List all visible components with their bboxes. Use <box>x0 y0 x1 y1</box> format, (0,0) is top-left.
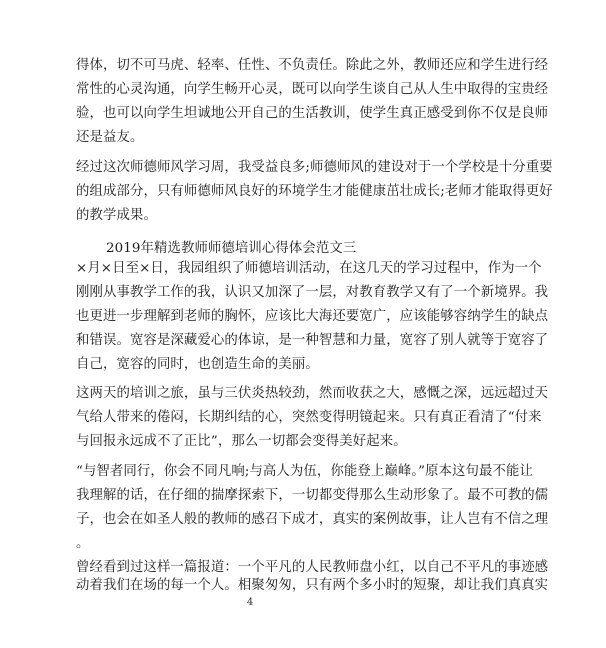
paragraph-6-line-2: 动着我们在场的每一个人。相聚匆匆，只有两个多小时的短聚，却让我们真真实 <box>76 578 549 593</box>
paragraph-3-line-4: 和错误。宽容是深藏爱心的体谅，是一种智慧和力量，宽容了别人就等于宽容了 <box>76 333 549 348</box>
paragraph-3-line-2: 刚刚从事教学工作的我，认识又加深了一层，对教育教学又有了一个新境界。我 <box>76 285 549 300</box>
paragraph-4-line-3: 与回报永远成不了正比”，那么一切都会变得美好起来。 <box>76 434 407 449</box>
paragraph-3-line-3: 也更进一步理解到老师的胸怀，应该比大海还要宽广，应该能够容纳学生的缺点 <box>76 309 549 324</box>
paragraph-5-line-3: 子，也会在如圣人般的教师的感召下成才，真实的案例故事，让人岂有不信之理 <box>76 512 549 527</box>
paragraph-4-line-1: 这两天的培训之旅，虽与三伏炎热较劲，然而收获之大，感慨之深，远远超过天 <box>76 386 549 401</box>
paragraph-3-line-1: ×月×日至×日，我园组织了师德培训活动，在这几天的学习过程中，作为一个 <box>76 261 542 276</box>
paragraph-2-line-1: 经过这次师德师风学习周，我受益良多;师德师风的建设对于一个学校是十分重要 <box>76 160 553 175</box>
paragraph-1-line-4: 还是益友。 <box>76 130 144 145</box>
paragraph-5-line-4: 。 <box>76 536 90 551</box>
paragraph-1-line-2: 常性的心灵沟通，向学生畅开心灵，既可以向学生谈自己从人生中取得的宝贵经 <box>76 82 549 97</box>
paragraph-6-line-1: 曾经看到过这样一篇报道：一个平凡的人民教师盘小红，以自己不平凡的事迹感 <box>76 560 549 575</box>
paragraph-5-line-1: “与智者同行，你会不同凡响;与高人为伍，你能登上巅峰。”原本这句最不能让 <box>76 464 533 479</box>
section-heading: 2019年精选教师师德培训心得体会范文三 <box>106 241 357 256</box>
paragraph-1-line-1: 得体，切不可马虎、轻率、任性、不负责任。除此之外，教师还应和学生进行经 <box>76 58 549 73</box>
paragraph-2-line-2: 的组成部分，只有师德师风良好的环境学生才能健康茁壮成长;老师才能取得更好 <box>76 184 553 199</box>
paragraph-3-line-5: 自己，宽容的同时，也创造生命的美丽。 <box>76 357 319 372</box>
paragraph-4-line-2: 气给人带来的倦闷，长期纠结的心，突然变得明镜起来。只有真正看清了“付来 <box>76 410 542 425</box>
paragraph-5-line-2: 我理解的话，在仔细的揣摩探索下，一切都变得那么生动形象了。最不可教的儒 <box>76 488 549 503</box>
paragraph-2-line-3: 的教学成果。 <box>76 208 157 223</box>
paragraph-1-line-3: 验，也可以向学生坦诚地公开自己的生活教训，使学生真正感受到你不仅是良师 <box>76 106 549 121</box>
page-number: 4 <box>246 597 254 608</box>
